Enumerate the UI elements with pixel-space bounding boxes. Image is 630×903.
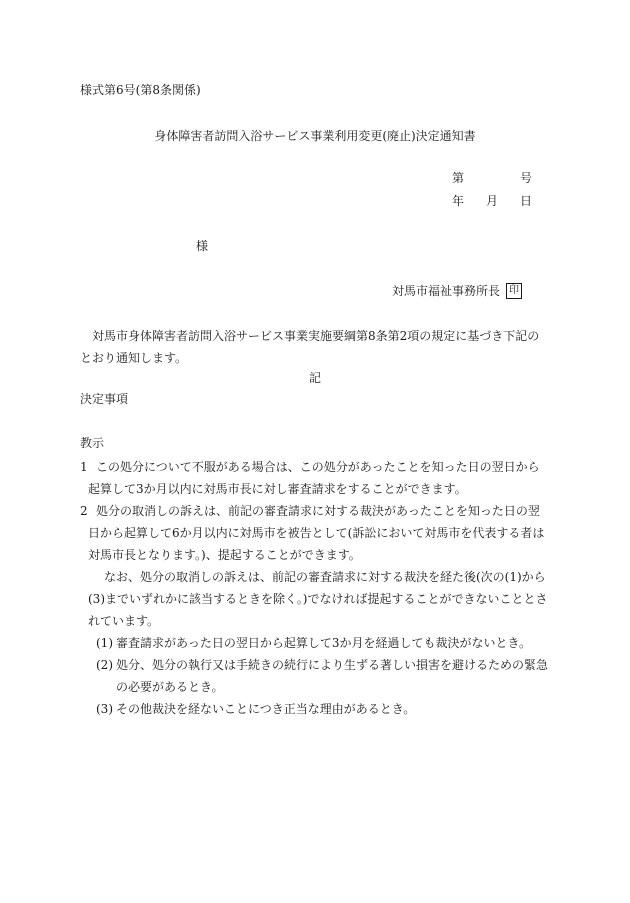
- sub-item-text: 審査請求があった日の翌日から起算して3か月を経過しても裁決がないとき。: [116, 636, 532, 650]
- sub-item-2: [96, 654, 550, 698]
- item-number: 2: [80, 504, 88, 518]
- item-text: この処分について不服がある場合は、この処分があったことを知った日の翌日から起算して3か月以内に対馬市長に対し審査請求をすることができます。: [88, 460, 540, 496]
- sub-item-number: (3): [96, 702, 113, 716]
- sub-item-number: (2): [96, 658, 113, 672]
- sub-item-number: (1): [96, 636, 113, 650]
- notice-item-1: [80, 456, 550, 500]
- body-paragraph: 対馬市身体障害者訪問入浴サービス事業実施要綱第8条第2項の規定に基づき下記のとおり通知します。: [80, 329, 540, 365]
- decision-heading: 決定事項: [80, 392, 129, 406]
- sub-item-1: [96, 632, 550, 654]
- seal-mark: 印: [506, 283, 522, 299]
- number-dai: 第: [452, 171, 465, 185]
- date-day: 日: [520, 194, 533, 208]
- sender-block: [392, 283, 522, 299]
- ki-heading: 記: [308, 371, 321, 385]
- date-month: 月: [486, 194, 499, 208]
- sub-item-text: その他裁決を経ないことにつき正当な理由があるとき。: [116, 702, 416, 716]
- notice-heading: 教示: [80, 436, 105, 450]
- sub-item-3: [96, 698, 550, 720]
- sender-name: 対馬市福祉事務所長: [391, 284, 500, 298]
- notice-item-2: [80, 500, 550, 566]
- number-go: 号: [520, 171, 533, 185]
- note-paragraph: なお、処分の取消しの訴えは、前記の審査請求に対する裁決を経た後(次の(1)から(3)までいずれかに該当するときを除く。)でなければ提起することができないこととされています。: [88, 570, 548, 628]
- item-text: 処分の取消しの訴えは、前記の審査請求に対する裁決があったことを知った日の翌日から起算して6か月以内に対馬市を被告として(訴訟において対馬市を代表する者は対馬市長となります。)、提起することができます。: [88, 504, 545, 562]
- document-title: 身体障害者訪問入浴サービス事業利用変更(廃止)決定通知書: [154, 129, 476, 143]
- date-year: 年: [452, 194, 465, 208]
- sub-item-text: 処分、処分の執行又は手続きの続行により生ずる著しい損害を避けるための緊急の必要があるとき。: [116, 658, 549, 694]
- item-number: 1: [80, 460, 88, 474]
- recipient-honorific: 様: [196, 239, 209, 253]
- form-number-label: 様式第6号(第8条関係): [80, 83, 201, 97]
